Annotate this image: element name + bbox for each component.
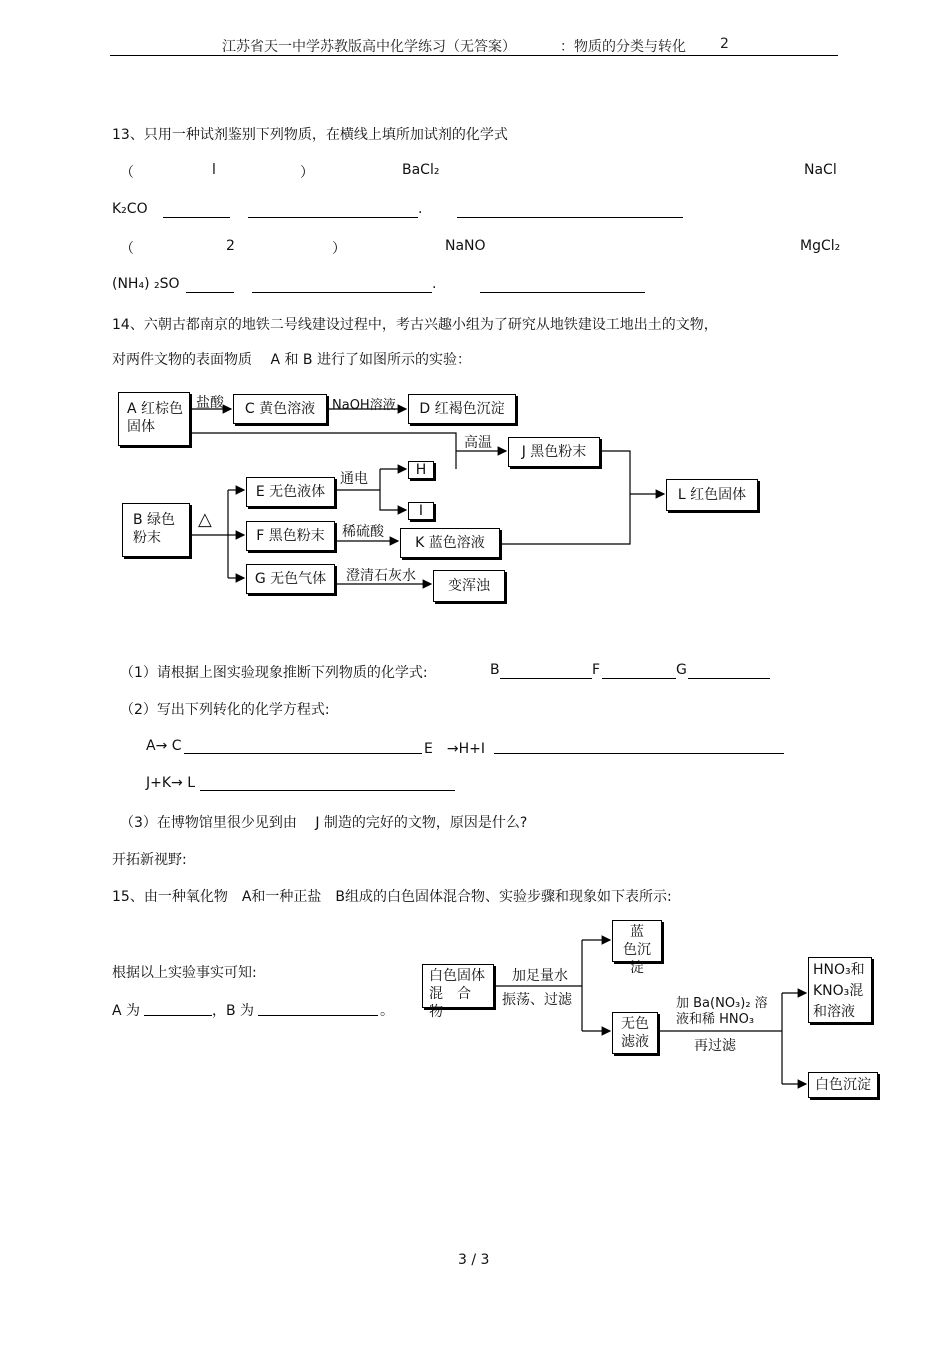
q13-row1-num: l <box>212 162 216 178</box>
node-b: B 绿色粉末 <box>122 503 190 557</box>
delta-symbol: △ <box>198 509 212 530</box>
q14-stem-line2: 对两件文物的表面物质 A 和 B 进行了如图所示的实验： <box>112 352 471 368</box>
label-high-temp: 高温 <box>464 435 492 451</box>
q14-p4: 开拓新视野: <box>112 852 187 868</box>
q15-node-white-precipitate: 白色沉淀 <box>808 1072 878 1098</box>
q15-a-label: A 为 <box>112 1003 141 1019</box>
q13-row1-a: BaCl₂ <box>402 162 440 178</box>
q13-row2-b: MgCl₂ <box>800 238 841 254</box>
q14-stem-line1: 14、六朝古都南京的地铁二号线建设过程中，考古兴趣小组为了研究从地铁建设工地出土的文物， <box>112 317 718 333</box>
q15-label-water: 加足量水 <box>512 968 568 984</box>
q14-p1: （1）请根据上图实验现象推断下列物质的化学式: <box>120 665 428 681</box>
node-f: F 黑色粉末 <box>246 521 335 551</box>
label-naoh: NaOH溶液 <box>332 398 396 413</box>
label-dilute-acid: 稀硫酸 <box>342 524 384 540</box>
node-e: E 无色液体 <box>246 477 335 507</box>
q13-row2-num: 2 <box>226 238 235 254</box>
page-number: 3 / 3 <box>458 1252 490 1268</box>
node-h: H <box>408 461 434 479</box>
q15-known: 根据以上实验事实可知: <box>112 965 257 981</box>
node-k: K 蓝色溶液 <box>400 528 500 558</box>
q15-label-shake: 振荡、过滤 <box>502 992 572 1008</box>
q14-p3: （3）在博物馆里很少见到由 J 制造的完好的文物，原因是什么? <box>120 815 528 831</box>
q15-node-mixture: 白色固体混 合 物 <box>422 964 494 1008</box>
q13-row1-c: K₂CO <box>112 201 148 217</box>
node-j: J 黑色粉末 <box>508 437 600 467</box>
header-number: 2 <box>720 36 729 52</box>
q14-p2: （2）写出下列转化的化学方程式: <box>120 702 330 718</box>
q13-row1-close: ） <box>300 165 314 181</box>
node-g: G 无色气体 <box>246 564 335 594</box>
q14-eq3: J+K→ L <box>146 775 196 791</box>
q14-p1-g: G <box>676 662 687 678</box>
q14-eq2: E →H+I <box>424 741 485 757</box>
q15-end: 。 <box>380 1003 394 1019</box>
q13-row2-dot: . <box>432 276 437 292</box>
q15-label-refilter: 再过滤 <box>694 1038 736 1054</box>
q15-node-filtrate: 无色滤液 <box>612 1012 658 1054</box>
q14-p1-f: F <box>592 662 601 678</box>
q13-stem: 13、只用一种试剂鉴别下列物质，在横线上填所加试剂的化学式 <box>112 127 508 143</box>
q13-row2-open: （ <box>120 241 134 257</box>
q14-p1-b: B <box>490 662 500 678</box>
q15-label-add-reagent: 加 Ba(NO₃)₂ 溶液和稀 HNO₃ <box>676 996 768 1028</box>
q13-row1-dot: . <box>418 201 423 217</box>
header-subtitle: ：物质的分类与转化 <box>560 39 686 55</box>
node-turbid: 变浑浊 <box>433 570 505 602</box>
q15-stem: 15、由一种氧化物 A和一种正盐 B组成的白色固体混合物、实验步骤和现象如下表所示: <box>112 889 672 905</box>
q14-eq1: A→ C <box>146 738 182 754</box>
q13-row1-b: NaCl <box>804 162 837 178</box>
label-limewater: 澄清石灰水 <box>346 568 416 584</box>
q15-node-blue-precipitate: 蓝 色沉 淀 <box>612 920 662 962</box>
q15-b-label: ，B 为 <box>212 1003 255 1019</box>
q13-row2-close: ） <box>332 241 346 257</box>
header-title: 江苏省天一中学苏教版高中化学练习（无答案） <box>222 39 516 55</box>
q15-node-result: HNO₃和KNO₃混和溶液 <box>808 957 872 1023</box>
label-electrolysis: 通电 <box>340 471 368 487</box>
node-i: I <box>408 502 434 520</box>
label-hcl: 盐酸 <box>196 395 224 411</box>
q13-row1-open: （ <box>120 165 134 181</box>
node-c: C 黄色溶液 <box>233 394 327 424</box>
q13-row2-c: (NH₄) ₂SO <box>112 276 180 292</box>
node-d: D 红褐色沉淀 <box>408 394 516 424</box>
q13-row2-a: NaNO <box>445 238 486 254</box>
node-l: L 红色固体 <box>666 479 758 511</box>
node-a: A 红棕色固体 <box>118 392 190 446</box>
